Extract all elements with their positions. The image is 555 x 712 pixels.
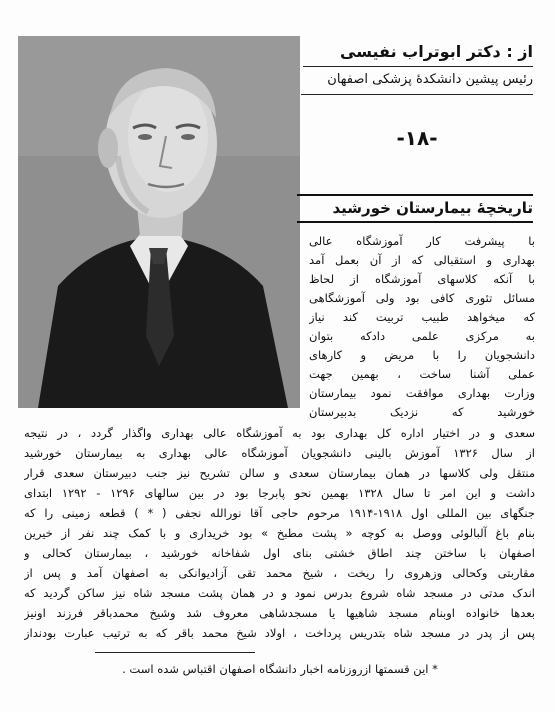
column-text-line: بهداری و استقبالی که از آن بعمل آمد (309, 253, 535, 267)
column-text-line: خورشید که نزدیک بدبیرستان (309, 405, 535, 419)
column-text-line: مسائل تئوری کافی بود ولی آموزشگاهی (309, 291, 535, 305)
body-text-line: داشت و این امر تا سال ۱۳۲۸ بهمین نحو پابرجا بود در بین سالهای ۱۲۹۶ - ۱۲۹۲ ابتدای (24, 486, 535, 500)
body-text-line: پس از پدر در مسجد شاه بتدریس پرداخت ، اولاد شیخ محمد باقر که به ترتیب عبارت بودنداز (24, 626, 535, 640)
footnote-rule (95, 652, 255, 653)
column-text-line: که میخواهد طبیب تربیت کند نیاز (309, 310, 535, 324)
portrait-photo (18, 36, 300, 408)
body-text-line: مقاربتی وکحالی وزهروی را ریخت ، شیخ محمد تقی آزادیوانکی به اصفهان آمد و پس از (24, 566, 535, 580)
column-text-line: وزارت بهداری موافقت نمود بیمارستان (309, 386, 535, 400)
footnote: * این قسمتها ازروزنامه اخبار دانشگاه اصفهان اقتباس شده است . (122, 662, 438, 676)
column-text-line: با آنکه کلاسهای آموزشگاه از لحاظ (309, 272, 535, 286)
body-text-line: منتقل ولی کلاسها در همان بیمارستان سعدی و سالن تشریح نیز جنب دبیرستان سعدی قرار (24, 466, 535, 480)
body-text-line: سعدی و در اختیار اداره کل بهداری بود به آموزشگاه عالی بهداری واگذار گردد ، در نتیجه (24, 426, 535, 440)
body-text-line: بنام باغ آلبالوئی ووصل به کوچه « پشت مطبخ » بود خریداری و با کمک چند نفر از خیرین (24, 526, 535, 540)
body-text-line: از سال ۱۳۲۶ آموزش بالینی دانشجویان آموزشگاه عالی بهداری به بیمارستان خورشید (24, 446, 535, 460)
role-rule (301, 94, 533, 95)
column-text-line: به مرکزی علمی دادکه بتوان (309, 329, 535, 343)
column-text-line: با پیشرفت کار آموزشگاه عالی (309, 234, 535, 248)
author-role: رئیس پیشین دانشکدهٔ پزشکی اصفهان (327, 72, 533, 87)
column-text-line: عملی آشنا ساخت ، بهمین جهت (309, 367, 535, 381)
page-number: -۱۸- (396, 126, 438, 150)
title-rule-bottom (297, 221, 533, 223)
author-name: از : دکتر ابوتراب نفیسی (340, 42, 533, 61)
author-rule (303, 66, 533, 67)
column-text-line: دانشجویان را با مریض و کارهای (309, 348, 535, 362)
body-text-line: جنگهای بین المللی اول ۱۹۱۸-۱۹۱۴ مرحوم حاجی آقا نورالله نجفی ( * ) قطعه زمینی را که (24, 506, 535, 520)
body-text-line: اصفهان با ساختن چند اطاق خشتی بنای اول شفاخانه خورشید ، بیمارستان کحالی و (24, 546, 535, 560)
section-title: تاریخچهٔ بیمارستان خورشید (332, 199, 533, 217)
title-rule-top (297, 194, 533, 196)
body-text-line: بعدها خانواده اوبنام مسجد شاهیها یا مسجدشاهی معروف شد وشیخ محمدباقر فرزند اونیز (24, 606, 535, 620)
body-text-line: اندک مدتی در مسجد شاه شروع بدرس نمود و در همان پشت مسجد شاه نیز ساکن گردید که (24, 586, 535, 600)
